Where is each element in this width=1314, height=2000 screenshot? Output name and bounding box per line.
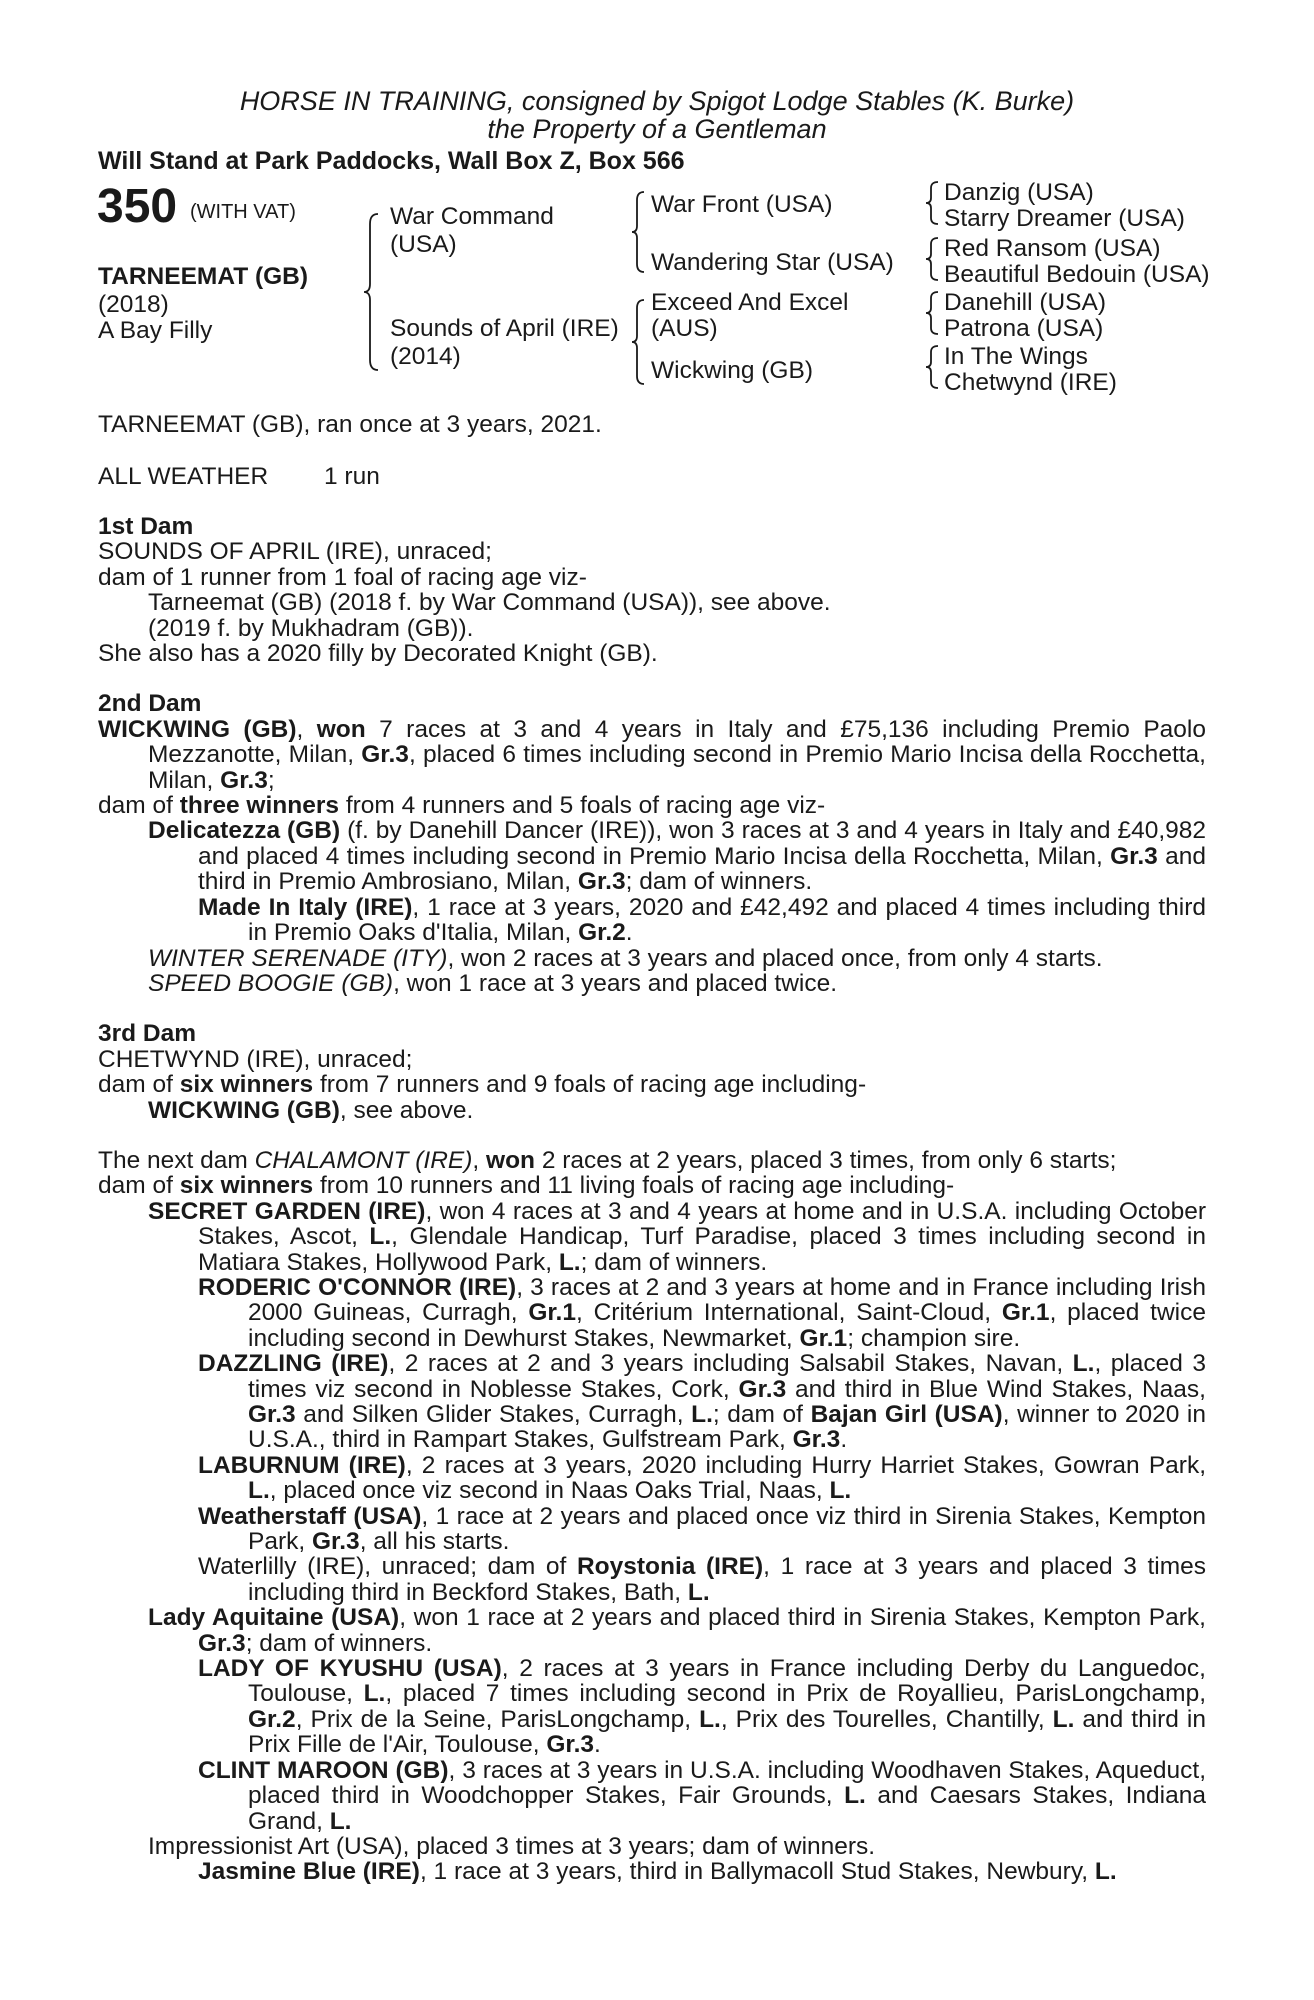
gg-1: Danzig (USA) [944, 179, 1094, 206]
produce-entry: WICKWING (GB), won 7 races at 3 and 4 years in Italy and £75,136 including Premio Paolo Mezzanotte, Milan, Gr.3, placed 6 times including second in Premio Mario Incisa della Rocchetta, Milan, Gr.3; [98, 715, 1206, 794]
lot-number: 350 [97, 180, 178, 233]
produce-entry: WINTER SERENADE (ITY), won 2 races at 3 years and placed once, from only 4 starts. [148, 944, 1103, 972]
pedigree-brace-dam [632, 298, 646, 386]
sire-name: War Command [390, 203, 554, 230]
property-line: the Property of a Gentleman [487, 114, 827, 144]
produce-entry: WICKWING (GB), see above. [148, 1096, 474, 1124]
dam-sire-country: (AUS) [651, 315, 718, 342]
first-dam-line: SOUNDS OF APRIL (IRE), unraced; [98, 538, 492, 566]
pedigree-brace-gg4 [926, 344, 940, 390]
vat-note: (WITH VAT) [190, 201, 296, 223]
gg-2: Starry Dreamer (USA) [944, 205, 1185, 232]
horse-name: TARNEEMAT (GB) [98, 263, 309, 290]
produce-entry: CLINT MAROON (GB), 3 races at 3 years in U.S.A. including Woodhaven Stakes, Aqueduct, placed third in Woodchopper Stakes, Fair Grounds, L. and Caesars Stakes, Indiana Grand, L. [198, 1756, 1206, 1835]
third-dam-heading: 3rd Dam [98, 1020, 197, 1048]
gg-4: Beautiful Bedouin (USA) [944, 261, 1210, 288]
dam-name: Sounds of April (IRE) [390, 315, 619, 342]
first-dam-produce: dam of 1 runner from 1 foal of racing age viz- [98, 563, 587, 591]
produce-entry: DAZZLING (IRE), 2 races at 2 and 3 years including Salsabil Stakes, Navan, L., placed 3 times viz second in Noblesse Stakes, Cork, Gr.3 and third in Blue Wind Stakes, Naas, Gr.3 and Silken Glider Stakes, Curragh, L.; dam of Bajan Girl (USA), winner to 2020 in U.S.A., third in Rampart Stakes, Gulfstream Park, Gr.3. [198, 1350, 1206, 1454]
produce-entry: RODERIC O'CONNOR (IRE), 3 races at 2 and 3 years at home and in France including Irish 2000 Guineas, Curragh, Gr.1, Critérium International, Saint-Cloud, Gr.1, placed twice including second in Dewhurst Stakes, Newmarket, Gr.1; champion sire. [198, 1273, 1206, 1352]
all-weather-label: ALL WEATHER [98, 463, 269, 490]
third-dam-line: CHETWYND (IRE), unraced; [98, 1045, 413, 1073]
produce-summary: dam of six winners from 7 runners and 9 foals of racing age including- [98, 1071, 867, 1099]
second-dam-heading: 2nd Dam [98, 690, 202, 718]
produce-entry: Waterlilly (IRE), unraced; dam of Roystonia (IRE), 1 race at 3 years and placed 3 times including third in Beckford Stakes, Bath, L. [198, 1553, 1206, 1606]
gg-5: Danehill (USA) [944, 289, 1107, 316]
consignor-line: HORSE IN TRAINING, consigned by Spigot Lodge Stables (K. Burke) [239, 86, 1075, 116]
all-weather-value: 1 run [324, 463, 380, 490]
pedigree-brace-sire [632, 190, 646, 274]
pedigree-brace-gg2 [926, 236, 940, 282]
gg-8: Chetwynd (IRE) [944, 369, 1117, 396]
gg-6: Patrona (USA) [944, 315, 1104, 342]
pedigree-brace-gg3 [926, 290, 940, 336]
produce-entry: Made In Italy (IRE), 1 race at 3 years, 2020 and £42,492 and placed 4 times including third in Premio Oaks d'Italia, Milan, Gr.2. [198, 893, 1206, 947]
first-dam-note: She also has a 2020 filly by Decorated Knight (GB). [98, 640, 658, 668]
produce-summary: dam of six winners from 10 runners and 11 living foals of racing age including- [98, 1172, 955, 1200]
dam-dam: Wickwing (GB) [651, 357, 813, 384]
next-dam-line: The next dam CHALAMONT (IRE), won 2 races at 2 years, placed 3 times, from only 6 starts; [98, 1146, 1117, 1174]
horse-description: A Bay Filly [98, 317, 213, 344]
race-summary: TARNEEMAT (GB), ran once at 3 years, 2021. [98, 411, 602, 438]
produce-entry: SPEED BOOGIE (GB), won 1 race at 3 years and placed twice. [148, 969, 838, 997]
produce-entry: Impressionist Art (USA), placed 3 times at 3 years; dam of winners. [148, 1832, 876, 1860]
horse-year: (2018) [98, 291, 169, 318]
stable-location: Will Stand at Park Paddocks, Wall Box Z, Box 566 [98, 147, 685, 175]
dam-records [98, 514, 1206, 1885]
first-dam-heading: 1st Dam [98, 513, 194, 540]
sire-dam: Wandering Star (USA) [651, 249, 894, 276]
produce-item: Tarneemat (GB) (2018 f. by War Command (USA)), see above. [148, 589, 831, 617]
produce-entry: Weatherstaff (USA), 1 race at 2 years and placed once viz third in Sirenia Stakes, Kempton Park, Gr.3, all his starts. [198, 1502, 1207, 1556]
sire-sire: War Front (USA) [651, 191, 833, 218]
gg-7: In The Wings [944, 343, 1088, 370]
gg-3: Red Ransom (USA) [944, 235, 1161, 262]
sire-country: (USA) [390, 231, 457, 258]
produce-entry: LADY OF KYUSHU (USA), 2 races at 3 years in France including Derby du Languedoc, Toulouse, L., placed 7 times including second in Prix de Royallieu, ParisLongchamp, Gr.2, Prix de la Seine, ParisLongchamp, L., Prix des Tourelles, Chantilly, L. and third in Prix Fille de l'Air, Toulouse, Gr.3. [198, 1655, 1207, 1759]
produce-entry: LABURNUM (IRE), 2 races at 3 years, 2020 including Hurry Harriet Stakes, Gowran Park, L., placed once viz second in Naas Oaks Trial, Naas, L. [198, 1451, 1206, 1505]
pedigree-brace-gg1 [926, 180, 940, 226]
produce-entry: SECRET GARDEN (IRE), won 4 races at 3 and 4 years at home and in U.S.A. including October Stakes, Ascot, L., Glendale Handicap, Turf Paradise, placed 3 times including second in Matiara Stakes, Hollywood Park, L.; dam of winners. [148, 1197, 1206, 1276]
produce-item: (2019 f. by Mukhadram (GB)). [148, 614, 474, 642]
produce-summary: dam of three winners from 4 runners and 5 foals of racing age viz- [98, 792, 826, 820]
dam-sire: Exceed And Excel [651, 289, 849, 316]
produce-entry: Jasmine Blue (IRE), 1 race at 3 years, third in Ballymacoll Stud Stakes, Newbury, L. [198, 1858, 1117, 1886]
pedigree-brace-main [364, 212, 380, 372]
produce-entry: Lady Aquitaine (USA), won 1 race at 2 years and placed third in Sirenia Stakes, Kempton Park, Gr.3; dam of winners. [148, 1604, 1206, 1657]
produce-entry: Delicatezza (GB) (f. by Danehill Dancer (IRE)), won 3 races at 3 and 4 years in Italy and £40,982 and placed 4 times including second in Premio Mario Incisa della Rocchetta, Milan, Gr.3 and third in Premio Ambrosiano, Milan, Gr.3; dam of winners. [148, 817, 1207, 896]
dam-year: (2014) [390, 343, 461, 370]
